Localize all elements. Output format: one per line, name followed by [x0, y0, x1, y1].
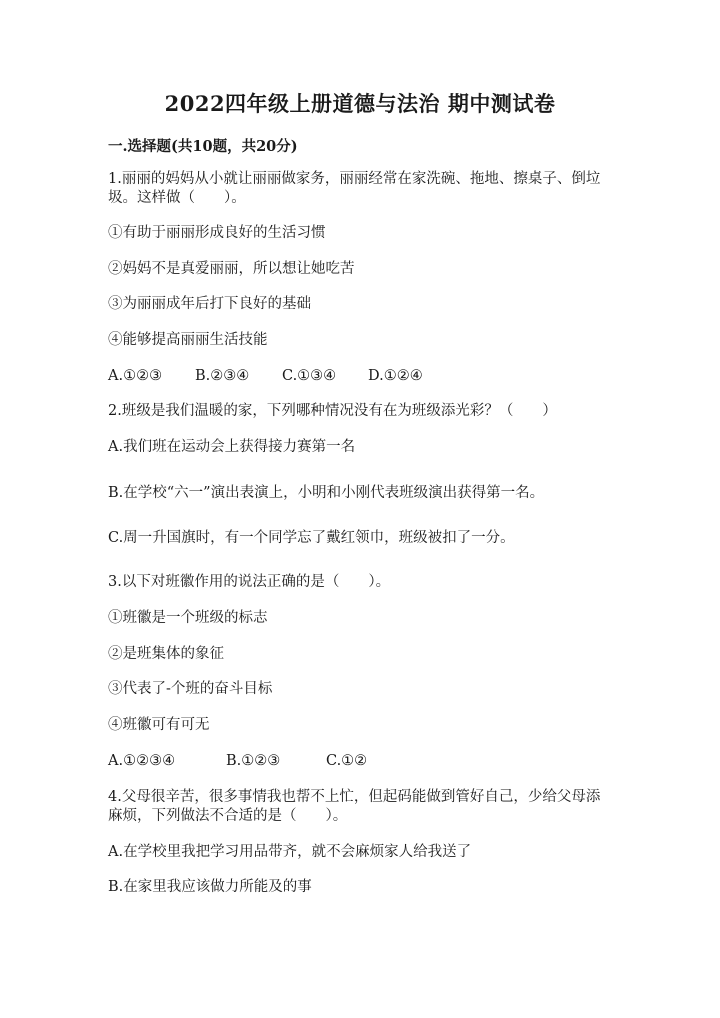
question-3-item-2: ②是班集体的象征 — [108, 646, 224, 662]
question-1-stem-line-2: 圾。这样做（ ）。 — [108, 190, 246, 206]
question-1-item-1: ①有助于丽丽形成良好的生活习惯 — [108, 225, 326, 241]
question-2-option-c: C.周一升国旗时，有一个同学忘了戴红领巾，班级被扣了一分。 — [108, 530, 515, 546]
question-3-item-4: ④班徽可有可无 — [108, 717, 210, 733]
page-title: 2022四年级上册道德与法治 期中测试卷 — [164, 91, 556, 116]
question-4-option-a: A.在学校里我把学习用品带齐，就不会麻烦家人给我送了 — [108, 844, 472, 860]
question-2-option-b: B.在学校“六一”演出表演上，小明和小刚代表班级演出获得第一名。 — [108, 485, 545, 501]
question-1-stem-line-1: 1.丽丽的妈妈从小就让丽丽做家务，丽丽经常在家洗碗、拖地、擦桌子、倒垃 — [108, 171, 601, 187]
question-3-option-b: B.①②③ — [226, 753, 281, 769]
question-1-item-2: ②妈妈不是真爱丽丽，所以想让她吃苦 — [108, 261, 355, 277]
question-1-item-4: ④能够提高丽丽生活技能 — [108, 332, 268, 348]
section-heading: 一.选择题(共10题，共20分) — [108, 138, 298, 155]
question-3-item-3: ③代表了-个班的奋斗目标 — [108, 681, 273, 697]
question-1-option-c: C.①③④ — [282, 368, 337, 384]
question-4-stem-line-2: 麻烦，下列做法不合适的是（ ）。 — [108, 808, 348, 824]
question-4-stem-line-1: 4.父母很辛苦，很多事情我也帮不上忙，但起码能做到管好自己，少给父母添 — [108, 789, 601, 805]
question-1-option-a: A.①②③ — [108, 368, 163, 384]
question-3-stem: 3.以下对班徽作用的说法正确的是（ ）。 — [108, 574, 391, 590]
question-1-option-d: D.①②④ — [368, 368, 423, 384]
question-4-option-b: B.在家里我应该做力所能及的事 — [108, 879, 312, 895]
question-3-option-c: C.①② — [326, 753, 368, 769]
question-3-item-1: ①班徽是一个班级的标志 — [108, 610, 268, 626]
question-2-option-a: A.我们班在运动会上获得接力赛第一名 — [108, 439, 356, 455]
question-1-option-b: B.②③④ — [195, 368, 250, 384]
question-2-stem: 2.班级是我们温暖的家，下列哪种情况没有在为班级添光彩？（ ） — [108, 403, 557, 419]
question-1-item-3: ③为丽丽成年后打下良好的基础 — [108, 296, 311, 312]
question-3-option-a: A.①②③④ — [108, 753, 176, 769]
